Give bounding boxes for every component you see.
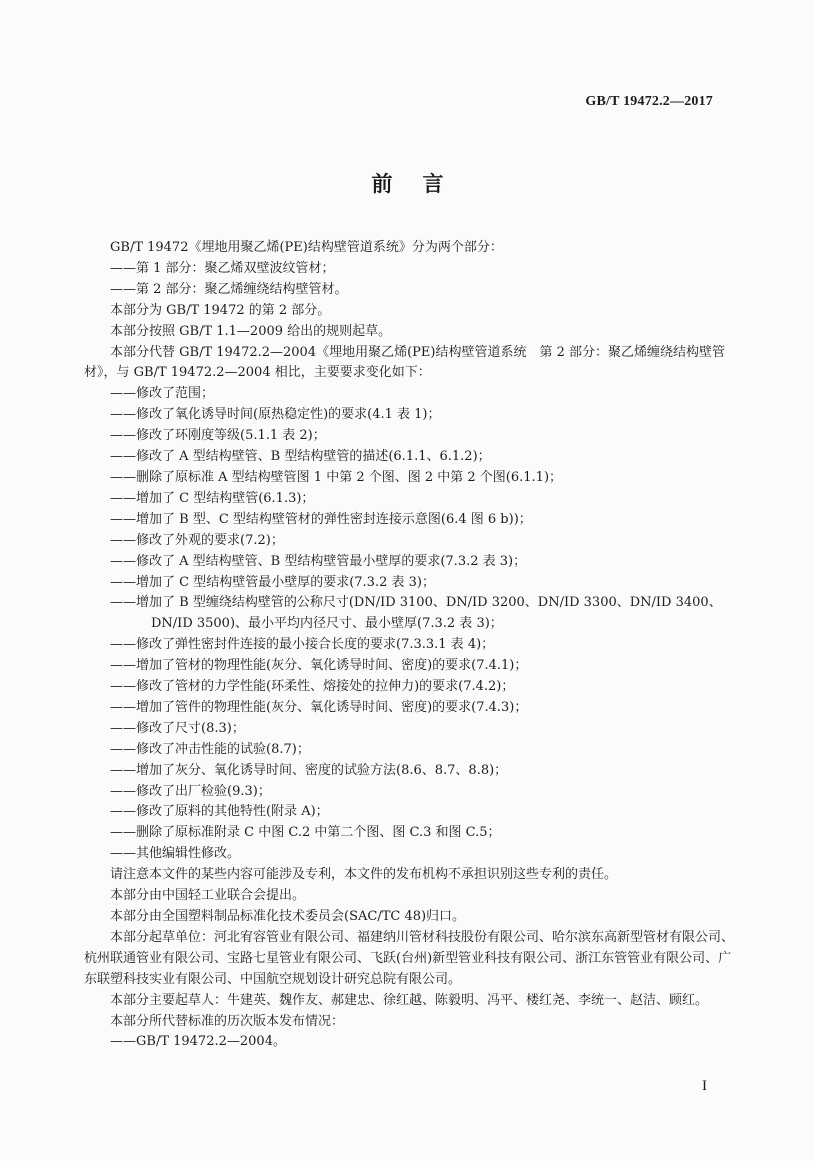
change-item: ——修改了范围； — [110, 386, 215, 402]
committee-paragraph: 本部分由全国塑料制品标准化技术委员会(SAC/TC 48)归口。 — [110, 909, 466, 924]
patent-notice: 请注意本文件的某些内容可能涉及专利，本文件的发布机构不承担识别这些专利的责任。 — [110, 867, 618, 883]
change-item: ——修改了 A 型结构壁管、B 型结构壁管最小壁厚的要求(7.3.2 表 3)； — [110, 553, 527, 569]
history-intro: 本部分所代替标准的历次版本发布情况： — [110, 1013, 345, 1029]
change-item: ——修改了冲击性能的试验(8.7)； — [110, 741, 310, 757]
change-item: ——增加了 B 型、C 型结构壁管材的弹性密封连接示意图(6.4 图 6 b))； — [110, 511, 532, 527]
part-item: ——第 1 部分：聚乙烯双壁波纹管材； — [110, 260, 335, 276]
intro-paragraph: GB/T 19472《埋地用聚乙烯(PE)结构壁管道系统》分为两个部分： — [110, 240, 503, 255]
proposer-paragraph: 本部分由中国轻工业联合会提出。 — [110, 888, 306, 904]
paragraph: 本部分为 GB/T 19472 的第 2 部分。 — [110, 302, 331, 318]
change-item: ——修改了弹性密封件连接的最小接合长度的要求(7.3.3.1 表 4)； — [110, 637, 495, 653]
change-item: ——增加了 C 型结构壁管最小壁厚的要求(7.3.2 表 3)； — [110, 574, 435, 590]
change-item: ——增加了灰分、氧化诱导时间、密度的试验方法(8.6、8.7、8.8)； — [110, 762, 508, 778]
change-item: ——删除了原标准附录 C 中图 C.2 中第二个图、图 C.3 和图 C.5； — [110, 825, 501, 841]
change-item: ——删除了原标准 A 型结构壁管图 1 中第 2 个图、图 2 中第 2 个图(6.1.1)； — [110, 469, 563, 485]
drafters-paragraph: 本部分主要起草人：牛建英、魏作友、郝建忠、徐红越、陈毅明、冯平、楼红尧、李统一、赵洁、顾红。 — [110, 992, 709, 1008]
change-item: ——修改了外观的要求(7.2)； — [110, 532, 284, 548]
change-item: ——增加了管件的物理性能(灰分、氧化诱导时间、密度)的要求(7.4.3)； — [110, 699, 528, 715]
part-item: ——第 2 部分：聚乙烯缠绕结构壁管材。 — [110, 281, 348, 297]
change-item: ——修改了原料的其他特性(附录 A)； — [110, 804, 329, 820]
change-item: ——增加了 B 型缠绕结构壁管的公称尺寸(DN/ID 3100、DN/ID 3200、DN/ID 3300、DN/ID 3400、DN/ID 3500)、最小平均内径尺寸、最小壁厚(7.3.2 表 3)； — [110, 595, 722, 632]
paragraph: 本部分按照 GB/T 1.1—2009 给出的规则起草。 — [110, 323, 392, 339]
paragraph: 本部分代替 GB/T 19472.2—2004《埋地用聚乙烯(PE)结构壁管道系统 第 2 部分：聚乙烯缠绕结构壁管材》，与 GB/T 19472.2—2004 相比，主要要求变化如下： — [84, 344, 726, 381]
change-item: ——其他编辑性修改。 — [110, 846, 241, 862]
change-item: ——修改了出厂检验(9.3)； — [110, 783, 271, 799]
change-item: ——增加了管材的物理性能(灰分、氧化诱导时间、密度)的要求(7.4.1)； — [110, 658, 528, 674]
standard-code: GB/T 19472.2—2017 — [585, 94, 713, 109]
change-item: ——修改了 A 型结构壁管、B 型结构壁管的描述(6.1.1、6.1.2)； — [110, 449, 491, 465]
drafting-units-paragraph: 本部分起草单位：河北宥容管业有限公司、福建纳川管材科技股份有限公司、哈尔滨东高新型管材有限公司、杭州联通管业有限公司、宝路七星管业有限公司、飞跃(台州)新型管业科技有限公司、浙江东管管业有限公司、广东联塑科技实业有限公司、中国航空规划设计研究总院有限公司。 — [84, 929, 735, 987]
change-item: ——修改了尺寸(8.3)； — [110, 720, 245, 736]
change-item: ——修改了环刚度等级(5.1.1 表 2)； — [110, 428, 326, 444]
page-number: I — [702, 1078, 707, 1094]
page-title: 前言 — [371, 172, 474, 196]
change-item: ——修改了管材的力学性能(环柔性、熔接处的拉伸力)的要求(7.4.2)； — [110, 679, 515, 695]
change-item: ——增加了 C 型结构壁管(6.1.3)； — [110, 490, 315, 506]
foreword-body — [84, 238, 744, 1053]
history-item: ——GB/T 19472.2—2004。 — [110, 1034, 286, 1050]
change-item: ——修改了氧化诱导时间(原热稳定性)的要求(4.1 表 1)； — [110, 407, 441, 423]
